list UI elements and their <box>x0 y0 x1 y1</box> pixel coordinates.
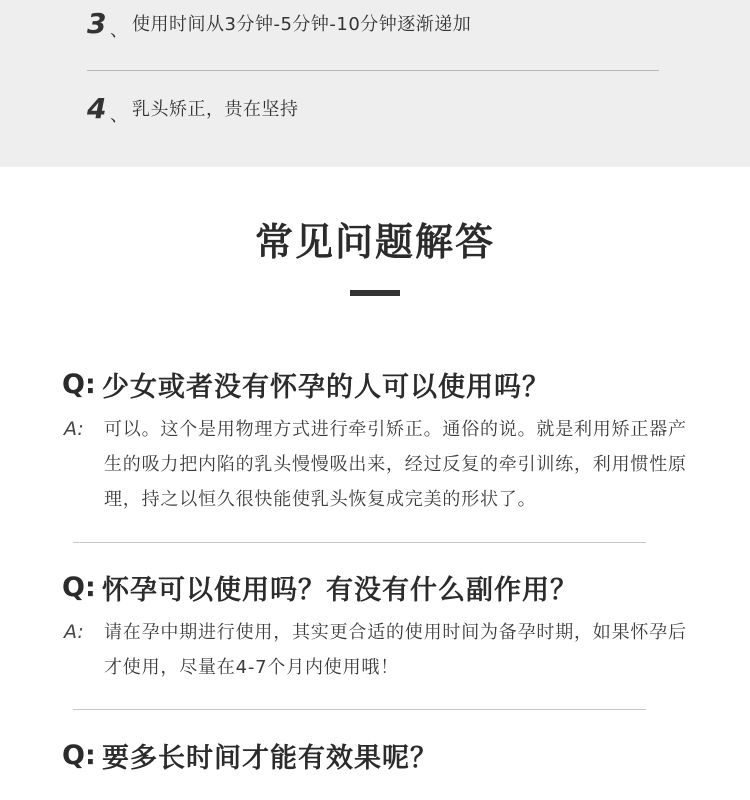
answer-block <box>62 412 702 517</box>
question-line <box>62 565 702 609</box>
usage-step-3 <box>87 3 471 43</box>
answer-block <box>62 615 702 685</box>
answer-prefix: A: <box>64 418 84 440</box>
step-divider <box>87 70 659 71</box>
faq-item <box>62 733 702 777</box>
step-text: 使用时间从3分钟-5分钟-10分钟逐渐递加 <box>132 14 472 35</box>
faq-divider <box>73 542 646 543</box>
faq-item <box>62 362 702 517</box>
step-number: 4 <box>87 91 107 125</box>
question-line <box>62 362 702 406</box>
step-text: 乳头矫正，贵在坚持 <box>132 99 299 120</box>
answer-text: 请在孕中期进行使用，其实更合适的使用时间为备孕时期，如果怀孕后才使用，尽量在4-7个月内使用哦！ <box>104 622 687 678</box>
usage-steps-panel <box>0 0 750 167</box>
question-prefix: Q: <box>62 739 96 771</box>
question-text: 少女或者没有怀孕的人可以使用吗？ <box>102 371 550 403</box>
answer-text: 可以。这个是用物理方式进行牵引矫正。通俗的说。就是利用矫正器产生的吸力把内陷的乳头慢慢吸出来，经过反复的牵引训练，利用惯性原理，持之以恒久很快能使乳头恢复成完美的形状了。 <box>104 419 687 510</box>
faq-item <box>62 565 702 685</box>
faq-title: 常见问题解答 <box>254 220 495 264</box>
question-text: 怀孕可以使用吗？有没有什么副作用？ <box>102 574 578 606</box>
faq-divider <box>73 709 646 710</box>
title-underline <box>350 290 400 296</box>
question-line <box>62 733 702 777</box>
question-prefix: Q: <box>62 571 96 603</box>
question-text: 要多长时间才能有效果呢？ <box>102 742 438 774</box>
step-separator: 、 <box>110 105 128 126</box>
answer-prefix: A: <box>64 621 84 643</box>
usage-step-4 <box>87 88 299 128</box>
step-separator: 、 <box>110 20 128 41</box>
step-number: 3 <box>87 6 107 40</box>
question-prefix: Q: <box>62 368 96 400</box>
